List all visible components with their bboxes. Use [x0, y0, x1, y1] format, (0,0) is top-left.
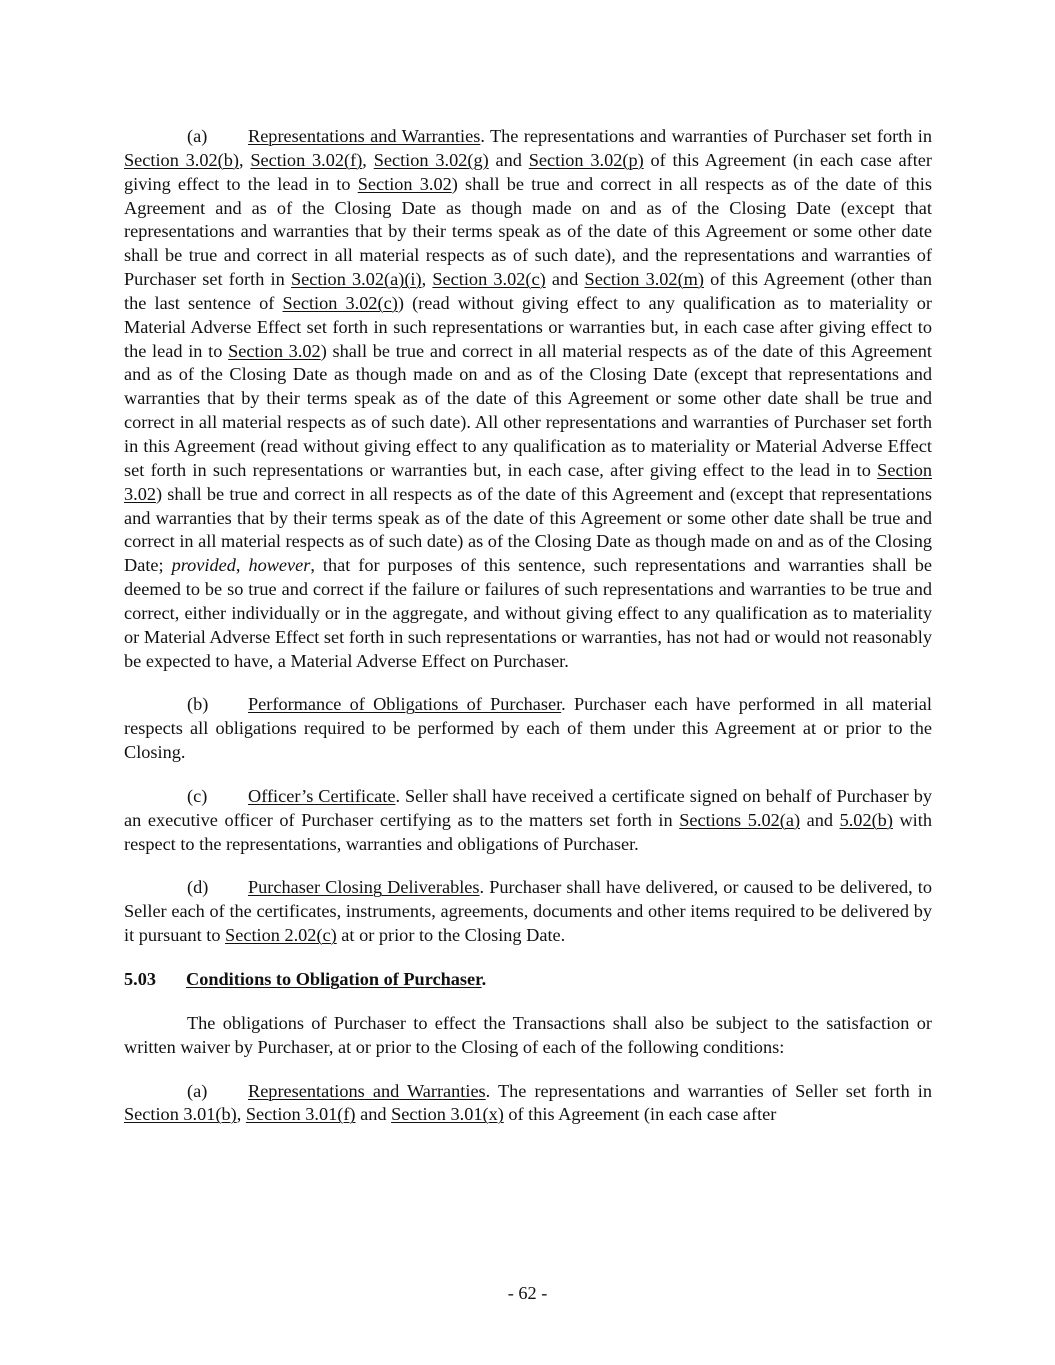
- paragraph-5-02-b: [124, 693, 932, 765]
- text-run: with respect to the representations, warranties and obligations of Purchaser.: [124, 809, 932, 854]
- clause-label: (c): [187, 785, 208, 806]
- section-reference: Section 3.01(f): [245, 1104, 356, 1125]
- paragraph-5-02-a: [124, 125, 932, 673]
- text-run: ) shall be true and correct in all respects as of the date of this Agreement and as of the Closing Date as though made on and as of the Closing Date (except that representations and warranties that by their terms speak as of the date of this Agreement or some other date shall be true and correct in all material respects as of such date), and the representations and warranties of Purchaser set forth in: [124, 173, 932, 290]
- paragraph-5-03-a: [124, 1080, 932, 1128]
- section-reference: Section 3.01(x): [391, 1104, 504, 1125]
- text-run: and: [355, 1104, 392, 1125]
- clause-title: Officer’s Certificate: [248, 785, 396, 806]
- italic-term: provided: [171, 555, 236, 576]
- text-run: . The representations and warranties of Seller set forth in: [485, 1080, 932, 1101]
- section-reference: Section 3.02(f): [250, 149, 363, 170]
- text-run: ,: [238, 149, 251, 170]
- section-heading-5-03: [124, 968, 932, 992]
- section-reference: Section 3.02(b): [124, 149, 239, 170]
- section-number: 5.03: [124, 969, 156, 989]
- section-reference: Section 3.02(g): [373, 149, 489, 170]
- clause-label: (a): [187, 1080, 208, 1101]
- section-reference: Section 3.02: [228, 340, 321, 361]
- text-run: ) shall be true and correct in all material respects as of the date of this Agreement and as of the Closing Date as though made on and as of the Closing Date (except that representations and warranties that by their terms speak as of the date of this Agreement or some other date shall be true and correct in all material respects as of such date). All other representations and warranties of Purchaser set forth in this Agreement (read without giving effect to any qualification as to materiality or Material Adverse Effect set forth in such representations or warranties but, in each case, after giving effect to the lead in to: [124, 340, 933, 480]
- text-run: ,: [421, 269, 433, 290]
- text-run: of this Agreement (in each case after: [503, 1104, 777, 1125]
- section-reference: Section 3.02: [357, 173, 452, 194]
- clause-title: Representations and Warranties: [248, 1080, 486, 1101]
- text-run: , that for purposes of this sentence, such representations and warranties shall be deemed to be so true and correct if the failure or failures of such representations and warranties to be true and correct, either individually or in the aggregate, and without giving effect to any qualification as to materiality or Material Adverse Effect set forth in such representations or warranties, has not had or would not reasonably be expected to have, a Material Adverse Effect on Purchaser.: [124, 555, 932, 671]
- section-reference: Section 3.01(b): [124, 1104, 237, 1125]
- italic-term: however: [248, 555, 311, 576]
- text-run: . Purchaser shall have delivered, or caused to be delivered, to Seller each of the certificates, instruments, agreements, documents and other items required to be delivered by it pursuant to: [124, 877, 932, 946]
- text-run: ,: [236, 1104, 246, 1125]
- section-title-period: .: [481, 969, 487, 989]
- text-run: of this Agreement (other than the last sentence of: [124, 269, 932, 313]
- paragraph-5-02-d: [124, 876, 932, 948]
- text-run: . Purchaser each have performed in all material respects all obligations required to be performed by each of them under this Agreement at or prior to the Closing.: [124, 694, 932, 763]
- text-run: . Seller shall have received a certificate signed on behalf of Purchaser by an executive officer of Purchaser certifying as to the matters set forth in: [124, 785, 932, 830]
- section-reference: Section 3.02(m): [584, 269, 704, 290]
- page-number: - 62 -: [507, 1283, 548, 1303]
- text-run: and: [545, 269, 585, 290]
- text-run: ) shall be true and correct in all respects as of the date of this Agreement and (except that representations and warranties that by their terms speak as of the date of this Agreement or some other date shall be true and correct in all material respects as of such date) as of the Closing Date as though made on and as of the Closing Date;: [124, 483, 932, 576]
- document-page: [124, 125, 932, 1147]
- clause-label: (d): [187, 877, 209, 898]
- section-reference: Section 3.02: [124, 459, 932, 504]
- section-title: Conditions to Obligation of Purchaser: [186, 969, 482, 989]
- clause-title: Purchaser Closing Deliverables: [248, 877, 480, 898]
- text-run: and: [800, 809, 840, 830]
- section-reference: Section 2.02(c): [225, 925, 337, 946]
- clause-title: Representations and Warranties: [248, 126, 481, 146]
- section-reference: 5.02(b): [839, 809, 893, 830]
- section-reference: Sections 5.02(a): [679, 809, 801, 830]
- clause-title: Performance of Obligations of Purchaser: [248, 694, 562, 715]
- section-reference: Section 3.02(c): [282, 292, 398, 313]
- text-run: ,: [362, 149, 374, 170]
- text-run: . The representations and warranties of Purchaser set forth in: [480, 126, 932, 146]
- section-reference: Section 3.02(a)(i): [291, 269, 422, 290]
- text-run: at or prior to the Closing Date.: [336, 925, 566, 946]
- clause-label: (b): [187, 694, 209, 715]
- text-run: of this Agreement (in each case after giving effect to the lead in to: [124, 149, 933, 194]
- text-run: and: [488, 149, 529, 170]
- paragraph-5-02-c: [124, 785, 932, 857]
- clause-label: (a): [187, 126, 208, 146]
- text-run: ) (read without giving effect to any qualification as to materiality or Material Adverse Effect set forth in such representations or warranties but, in each case after giving effect to the lead in to: [124, 292, 933, 361]
- section-reference: Section 3.02(p): [528, 149, 644, 170]
- section-reference: Section 3.02(c): [432, 269, 546, 290]
- text-run: ,: [235, 555, 249, 576]
- paragraph-5-03-intro: The obligations of Purchaser to effect the Transactions shall also be subject to the satisfaction or written waiver by Purchaser, at or prior to the Closing of each of the following conditions:: [124, 1012, 932, 1057]
